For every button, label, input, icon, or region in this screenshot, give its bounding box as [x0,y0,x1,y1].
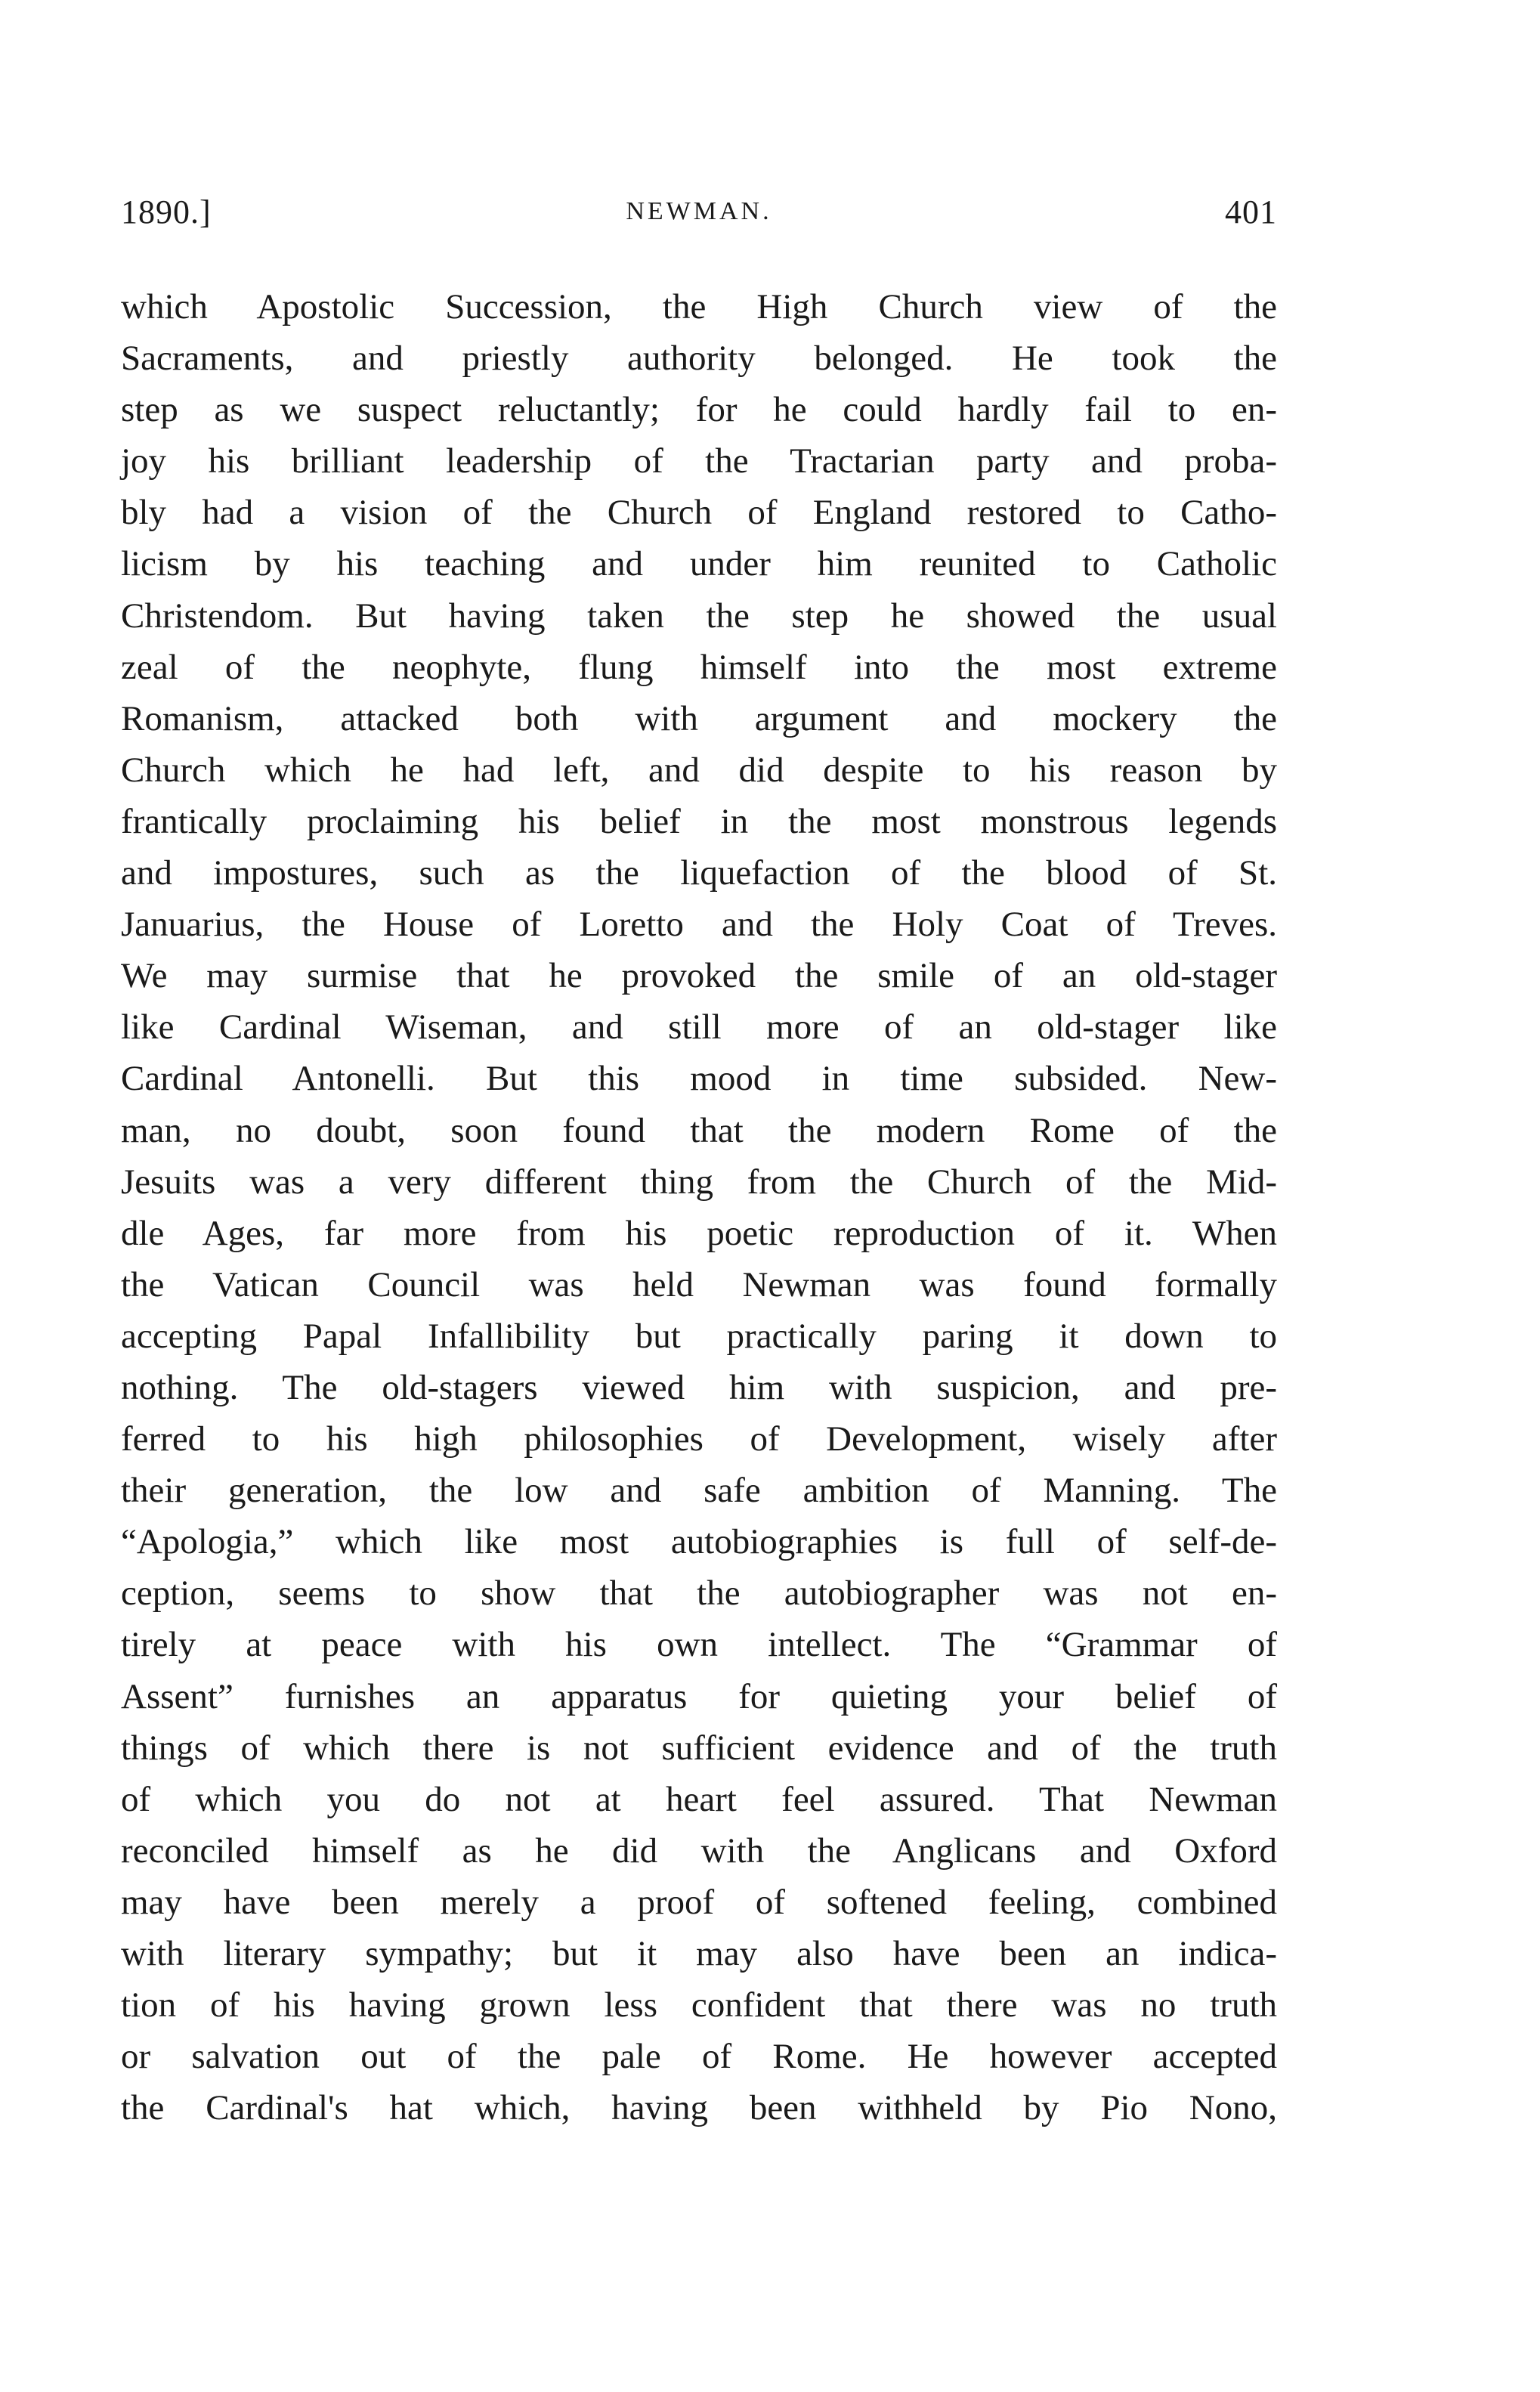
text-line: tion of his having grown less confident that there was no truth [121,1985,1277,2025]
text-line: like Cardinal Wiseman, and still more of an old-stager like [121,1007,1277,1047]
text-line: Januarius, the House of Loretto and the Holy Coat of Treves. [121,905,1277,945]
page-number: 401 [1225,193,1277,231]
text-line: tirely at peace with his own intellect. The “Grammar of [121,1625,1277,1665]
text-line: We may surmise that he provoked the smile of an old-stager [121,956,1277,996]
text-line: Sacraments, and priestly authority belonged. He took the [121,339,1277,379]
text-line: which Apostolic Succession, the High Church view of the [121,287,1277,326]
text-line: Christendom. But having taken the step he showed the usual [121,596,1277,636]
text-line: joy his brilliant leadership of the Tractarian party and proba- [121,441,1277,481]
body-text [121,281,1277,2134]
text-line: things of which there is not sufficient evidence and of the truth [121,1728,1277,1768]
text-line: frantically proclaiming his belief in the most monstrous legends [121,801,1277,841]
text-line: of which you do not at heart feel assured. That Newman [121,1779,1277,1819]
text-line: “Apologia,” which like most autobiographies is full of self-de- [121,1522,1277,1562]
running-head-year: 1890.] [121,193,212,231]
text-line: Jesuits was a very different thing from the Church of the Mid- [121,1162,1277,1202]
text-line: Romanism, attacked both with argument and mockery the [121,698,1277,738]
text-line: may have been merely a proof of softened feeling, combined [121,1882,1277,1922]
text-line: with literary sympathy; but it may also have been an indica- [121,1934,1277,1973]
text-line: zeal of the neophyte, flung himself into the most extreme [121,647,1277,687]
text-line: nothing. The old-stagers viewed him with suspicion, and pre- [121,1367,1277,1407]
text-line: man, no doubt, soon found that the modern Rome of the [121,1110,1277,1150]
running-head-title: NEWMAN. [626,197,772,225]
text-line: their generation, the low and safe ambition of Manning. The [121,1471,1277,1511]
text-line: the Cardinal's hat which, having been withheld by Pio Nono, [121,2088,1277,2128]
text-line: the Vatican Council was held Newman was found formally [121,1264,1277,1304]
text-line: or salvation out of the pale of Rome. He however accepted [121,2037,1277,2077]
text-line: licism by his teaching and under him reunited to Catholic [121,544,1277,584]
text-line: reconciled himself as he did with the Anglicans and Oxford [121,1830,1277,1871]
text-line: dle Ages, far more from his poetic reproduction of it. When [121,1213,1277,1253]
text-line: accepting Papal Infallibility but practically paring it down to [121,1316,1277,1356]
text-line: bly had a vision of the Church of England restored to Catho- [121,493,1277,533]
text-line: Assent” furnishes an apparatus for quieting your belief of [121,1676,1277,1716]
text-line: step as we suspect reluctantly; for he could hardly fail to en- [121,390,1277,430]
text-line: and impostures, such as the liquefaction of the blood of St. [121,853,1277,893]
text-line: Church which he had left, and did despite to his reason by [121,750,1277,790]
text-line: ferred to his high philosophies of Development, wisely after [121,1419,1277,1459]
text-line: ception, seems to show that the autobiographer was not en- [121,1574,1277,1614]
text-line: Cardinal Antonelli. But this mood in time subsided. New- [121,1059,1277,1099]
running-head [121,193,1277,238]
